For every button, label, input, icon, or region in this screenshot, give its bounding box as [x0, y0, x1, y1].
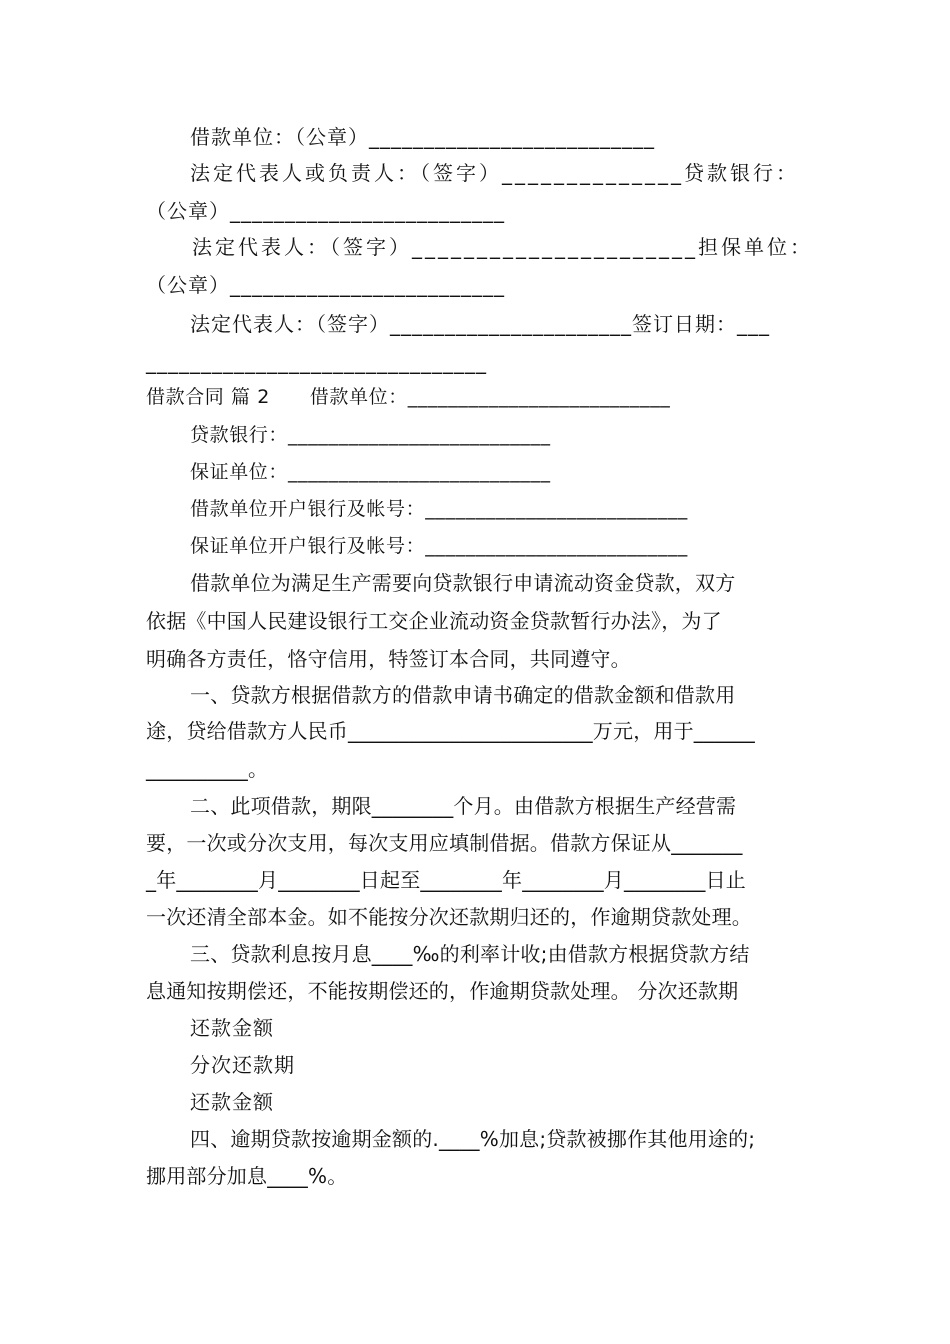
legal-rep-sign-date-line: 法定代表人：（签字）______________________签订日期：___	[190, 312, 770, 336]
clause-1-line-2: 途，贷给借款方人民币________________________万元，用于______	[146, 719, 755, 743]
clause-2-line-4: 一次还清全部本金。如不能按分次还款期归还的，作逾期贷款处理。	[146, 905, 752, 929]
clause-3-line-2: 息通知按期偿还，不能按期偿还的，作逾期贷款处理。 分次还款期	[146, 979, 739, 1003]
date-blank-line: _______________________________	[146, 350, 487, 374]
legal-rep-or-responsible-line: 法定代表人或负责人：（签字）______________贷款银行：	[190, 161, 799, 185]
preamble-line-3: 明确各方责任，恪守信用，特签订本合同，共同遵守。	[146, 647, 631, 671]
clause-2-line-2: 要，一次或分次支用，每次支用应填制借据。借款方保证从_______	[146, 831, 743, 855]
preamble-line-2: 依据《中国人民建设银行工交企业流动资金贷款暂行办法》，为了	[146, 609, 722, 633]
clause-2-line-3: _年________月________日起至________年________月________日止	[146, 868, 746, 892]
legal-rep-guarantor-line: 法定代表人：（签字）______________________担保单位：	[192, 235, 813, 259]
clause-3-line-1: 三、贷款利息按月息____‰的利率计收;由借款方根据贷款方结	[190, 942, 750, 966]
guarantor-unit-line: 保证单位：__________________________	[190, 461, 551, 483]
preamble-line-1: 借款单位为满足生产需要向贷款银行申请流动资金贷款，双方	[190, 571, 736, 595]
borrower-seal-line: 借款单位：（公章）__________________________	[190, 125, 655, 149]
clause-4-line-2: 挪用部分加息____%。	[146, 1164, 348, 1188]
guarantor-account-line: 保证单位开户银行及帐号：__________________________	[190, 535, 688, 557]
contract-section-heading: 借款合同 篇 2 借款单位：__________________________	[146, 386, 671, 408]
borrower-account-line: 借款单位开户银行及帐号：__________________________	[190, 498, 688, 520]
clause-4-line-1: 四、逾期贷款按逾期金额的.____%加息;贷款被挪作其他用途的;	[190, 1127, 756, 1151]
repayment-amount-label-2: 还款金额	[190, 1090, 274, 1114]
clause-1-line-3: __________。	[146, 757, 269, 781]
bank-seal-line: （公章）_________________________	[146, 199, 505, 223]
guarantor-seal-line: （公章）_________________________	[146, 273, 505, 297]
installment-period-label: 分次还款期	[190, 1053, 295, 1077]
clause-1-line-1: 一、贷款方根据借款方的借款申请书确定的借款金额和借款用	[190, 683, 736, 707]
lending-bank-line: 贷款银行：__________________________	[190, 424, 551, 446]
clause-2-line-1: 二、此项借款，期限________个月。由借款方根据生产经营需	[190, 794, 737, 818]
repayment-amount-label-1: 还款金额	[190, 1016, 274, 1040]
